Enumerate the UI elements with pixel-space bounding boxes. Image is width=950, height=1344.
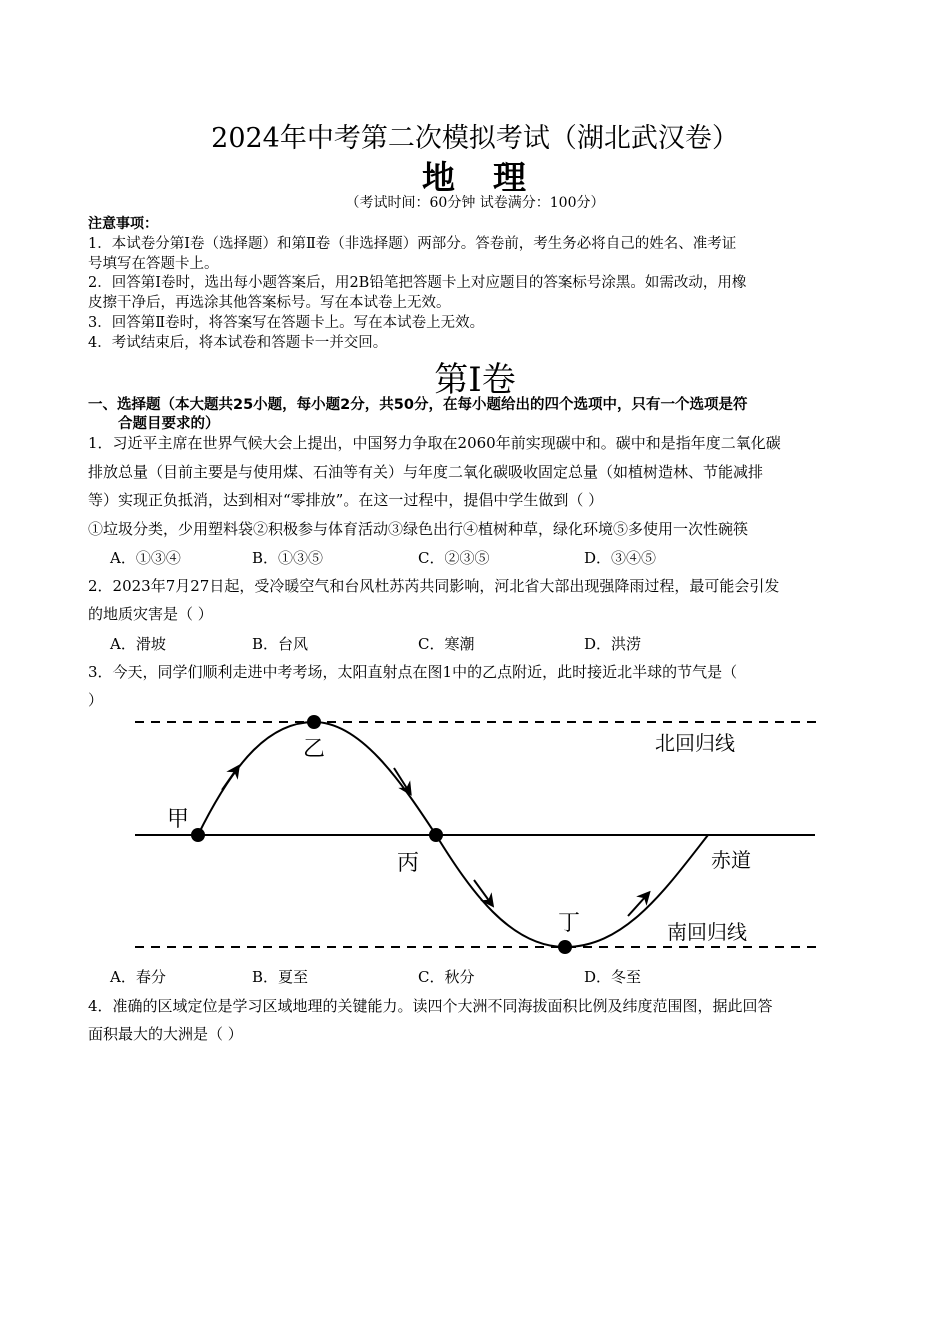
q3-option-d[interactable]: D．冬至 bbox=[584, 968, 642, 986]
notice-line: 2．回答第Ⅰ卷时，选出每小题答案后，用2B铅笔把答题卡上对应题目的答案标号涂黑。如需改动，用橡 bbox=[88, 275, 747, 291]
q2-line: 2．2023年7月27日起，受冷暖空气和台风杜苏芮共同影响，河北省大部出现强降雨过程，最可能会引发 bbox=[88, 577, 780, 595]
q2-option-a[interactable]: A．滑坡 bbox=[110, 635, 166, 653]
notice-line: 1．本试卷分第Ⅰ卷（选择题）和第Ⅱ卷（非选择题）两部分。答卷前，考生务必将自己的姓名、准考证 bbox=[88, 236, 737, 252]
q2-option-b[interactable]: B．台风 bbox=[252, 635, 309, 653]
volume-title: 第Ⅰ卷 bbox=[434, 360, 516, 400]
q2-option-d[interactable]: D．洪涝 bbox=[584, 635, 642, 653]
arrow-icon bbox=[222, 770, 236, 790]
label-jia: 甲 bbox=[167, 807, 190, 832]
subject-char-2: 理 bbox=[493, 158, 528, 197]
q1-line: 1．习近平主席在世界气候大会上提出，中国努力争取在2060年前实现碳中和。碳中和是指年度二氧化碳 bbox=[88, 434, 781, 452]
exam-title: 2024年中考第二次模拟考试（湖北武汉卷） bbox=[211, 123, 739, 154]
label-north-tropic: 北回归线 bbox=[655, 731, 735, 755]
q1-option-d[interactable]: D．③④⑤ bbox=[584, 549, 657, 567]
exam-info: （考试时间：60分钟 试卷满分：100分） bbox=[345, 195, 605, 211]
q1-option-a[interactable]: A．①③④ bbox=[110, 549, 181, 567]
q3-line: ） bbox=[88, 691, 104, 709]
q3-option-c[interactable]: C．秋分 bbox=[418, 968, 475, 986]
notice-line: 号填写在答题卡上。 bbox=[88, 256, 219, 272]
notice-line: 3．回答第Ⅱ卷时，将答案写在答题卡上。写在本试卷上无效。 bbox=[88, 315, 485, 331]
q3-line: 3．今天，同学们顺利走进中考考场，太阳直射点在图1中的乙点附近，此时接近北半球的节气是（ bbox=[88, 663, 738, 681]
q3-option-a[interactable]: A．春分 bbox=[110, 968, 166, 986]
notice-line: 4．考试结束后，将本试卷和答题卡一并交回。 bbox=[88, 335, 388, 351]
label-bing: 丙 bbox=[397, 851, 420, 876]
subject-char-1: 地 bbox=[422, 158, 457, 197]
section-heading-cont: 合题目要求的） bbox=[118, 416, 220, 432]
arrow-icon bbox=[628, 896, 646, 916]
notice-heading: 注意事项： bbox=[88, 216, 158, 232]
q1-line: 等）实现正负抵消，达到相对“零排放”。在这一过程中，提倡中学生做到（ ） bbox=[88, 491, 604, 509]
q3-option-b[interactable]: B．夏至 bbox=[252, 968, 309, 986]
point-ding-dot bbox=[558, 940, 572, 954]
q2-line: 的地质灾害是（ ） bbox=[88, 605, 213, 623]
q4-line: 面积最大的大洲是（ ） bbox=[88, 1025, 243, 1043]
q1-option-b[interactable]: B．①③⑤ bbox=[252, 549, 324, 567]
q2-option-c[interactable]: C．寒潮 bbox=[418, 635, 475, 653]
label-yi: 乙 bbox=[303, 737, 326, 762]
q4-line: 4．准确的区域定位是学习区域地理的关键能力。读四个大洲不同海拔面积比例及纬度范围图，据此回答 bbox=[88, 997, 773, 1015]
q1-line: 排放总量（目前主要是与使用煤、石油等有关）与年度二氧化碳吸收固定总量（如植树造林、节能减排 bbox=[88, 463, 764, 481]
q1-option-c[interactable]: C．②③⑤ bbox=[418, 549, 490, 567]
label-equator: 赤道 bbox=[711, 848, 751, 872]
notice-line: 皮擦干净后，再选涂其他答案标号。写在本试卷上无效。 bbox=[88, 295, 451, 311]
label-ding: 丁 bbox=[558, 911, 581, 936]
point-jia-dot bbox=[191, 828, 205, 842]
label-south-tropic: 南回归线 bbox=[667, 920, 747, 944]
sun-direct-point-figure bbox=[0, 700, 950, 970]
q1-line: ①垃圾分类，少用塑料袋②积极参与体育活动③绿色出行④植树种草，绿化环境⑤多使用一次性碗筷 bbox=[88, 520, 749, 538]
section-heading: 一、选择题（本大题共25小题，每小题2分，共50分，在每小题给出的四个选项中，只有一个选项是符 bbox=[88, 397, 748, 413]
point-bing-dot bbox=[429, 828, 443, 842]
point-yi-dot bbox=[307, 715, 321, 729]
